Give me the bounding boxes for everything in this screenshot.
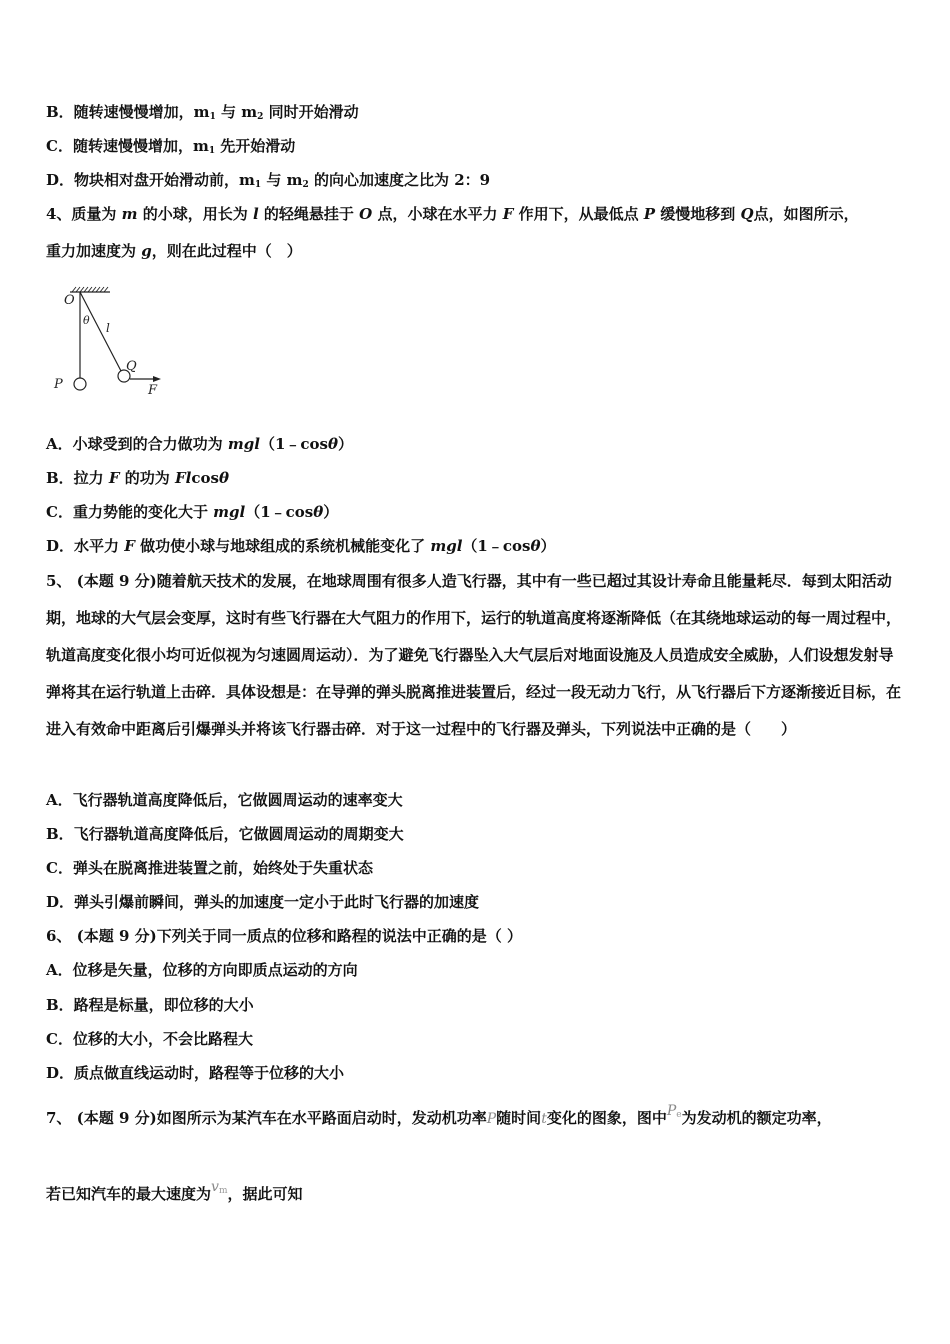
q4-stem-line1: 4、质量为 m 的小球，用长为 l 的轻绳悬挂于 O 点，小球在水平力 F 作用下，从最低点 P 缓慢地移到 Q点，如图所示， [46, 205, 859, 223]
q5-option-a: A．飞行器轨道高度降低后，它做圆周运动的速率变大 [46, 791, 403, 809]
label-theta: θ [83, 314, 90, 327]
q4-option-d: D．水平力 F 做功使小球与地球组成的系统机械能变化了 mgl（1﹣cosθ） [46, 537, 556, 555]
ball-p [74, 378, 86, 390]
q4-option-a: A．小球受到的合力做功为 mgl（1﹣cosθ） [46, 435, 353, 453]
string-l [80, 292, 121, 371]
symbol-t: t [541, 1111, 547, 1127]
label-o: O [64, 293, 75, 308]
q4-option-b: B．拉力 F 的功为 Flcosθ [46, 469, 229, 487]
q5-option-b: B．飞行器轨道高度降低后，它做圆周运动的周期变大 [46, 825, 404, 843]
q6-option-d: D．质点做直线运动时，路程等于位移的大小 [46, 1064, 345, 1082]
q4-stem-line2: 重力加速度为 g，则在此过程中（ ） [46, 242, 302, 260]
q5-stem: 5、 (本题 9 分)随着航天技术的发展，在地球周围有很多人造飞行器，其中有一些已超过其设计寿命且能量耗尽．每到太阳活动期，地球的大气层会变厚，这时有些飞行器在大气阻力的作用下，运行的轨道高度将逐渐降低（在其绕地球运动的每一周过程中，轨道高度变化很小均可近似视为匀速圆周运动）．为了避免飞行器坠入大气层后对地面设施及人员造成安全威胁，人们设想发射导弹将其在运行轨道上击碎．具体设想是：在导弹的弹头脱离推进装置后，经过一段无动力飞行，从飞行器后下方逐渐接近目标，在进入有效命中距离后引爆弹头并将该飞行器击碎．对于这一过程中的飞行器及弹头，下列说法中正确的是（ ） [46, 572, 902, 738]
force-arrowhead [153, 376, 161, 382]
label-p: P [54, 377, 63, 392]
q6-stem: 6、 (本题 9 分)下列关于同一质点的位移和路程的说法中正确的是（ ） [46, 927, 522, 945]
symbol-vm: $v_m$ [211, 1179, 228, 1196]
q5-option-d: D．弹头引爆前瞬间，弹头的加速度一定小于此时飞行器的加速度 [46, 893, 480, 911]
q4-option-c: C．重力势能的变化大于 mgl（1﹣cosθ） [46, 503, 339, 521]
label-l: l [106, 321, 110, 335]
q5-option-c: C．弹头在脱离推进装置之前，始终处于失重状态 [46, 859, 373, 877]
ceiling-hatching [72, 287, 108, 292]
q6-option-b: B．路程是标量，即位移的大小 [46, 996, 254, 1014]
q7-stem-line1: 7、 (本题 9 分)如图所示为某汽车在水平路面启动时，发动机功率P随时间t变化的图象，图中$P_e$为发动机的额定功率， [46, 1103, 832, 1127]
label-f: F [148, 383, 158, 398]
q3-option-b: B．随转速慢慢增加，$m_1$ 与 $m_2$ 同时开始滑动 [46, 103, 359, 122]
q7-stem-line2: 若已知汽车的最大速度为$v_m$，据此可知 [46, 1179, 303, 1203]
q3-option-c: C．随转速慢慢增加，$m_1$ 先开始滑动 [46, 137, 296, 156]
q6-option-a: A．位移是矢量，位移的方向即质点运动的方向 [46, 961, 358, 979]
pendulum-figure [48, 282, 178, 402]
q6-option-c: C．位移的大小，不会比路程大 [46, 1030, 253, 1048]
symbol-p: P [486, 1111, 497, 1127]
label-q: Q [126, 359, 137, 374]
symbol-pe: $P_e$ [666, 1103, 682, 1120]
q3-option-d: D．物块相对盘开始滑动前，$m_1$ 与 $m_2$ 的向心加速度之比为 2：9 [46, 171, 491, 190]
